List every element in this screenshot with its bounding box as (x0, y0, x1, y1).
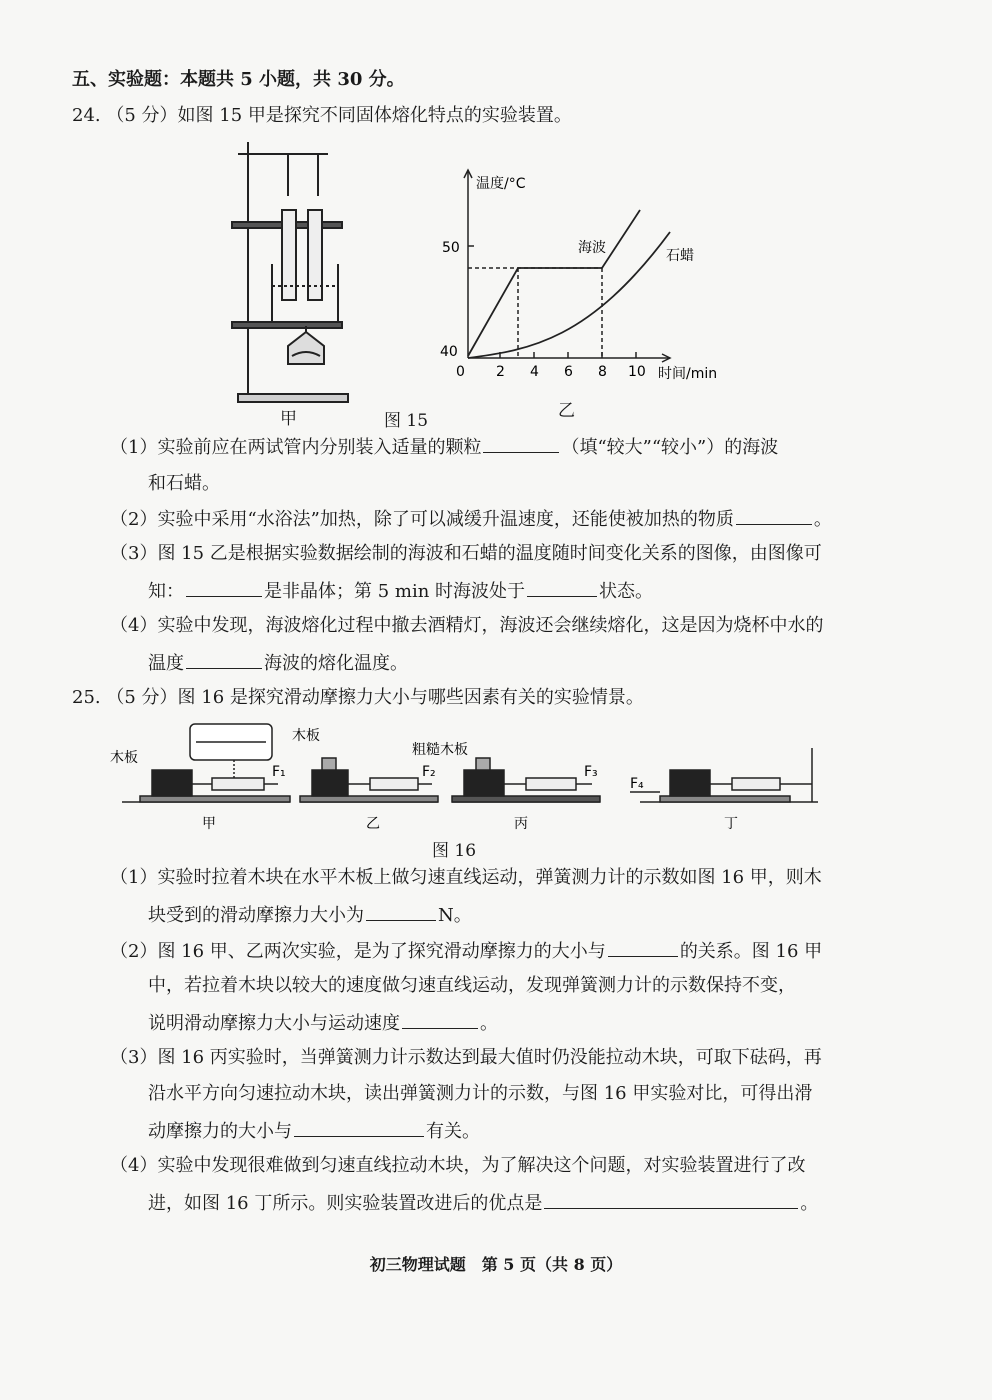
fig15-graph (430, 160, 750, 390)
q25-p3c: 动摩擦力的大小与 (148, 1121, 292, 1142)
graph-shila-label: 石蜡 (666, 248, 694, 264)
q24-p1-line1 (110, 434, 778, 460)
q24-p1-line2: 和石蜡。 (148, 473, 220, 494)
q24-p2a: （2）实验中采用“水浴法”加热，除了可以减缓升温速度，还能使被加热的物质 (110, 509, 734, 530)
q24-p3d: 状态。 (599, 581, 654, 602)
graph-xtick-0: 0 (456, 364, 465, 380)
fig16-f4: F₄ (630, 776, 644, 792)
fig15-apparatus (228, 136, 358, 406)
fig16-bing: 丙 (514, 816, 528, 830)
q24-p1-blank[interactable] (483, 434, 559, 453)
graph-y40: 40 (440, 344, 458, 360)
graph-xtick-8: 8 (598, 364, 607, 380)
fig16-f2: F₂ (422, 764, 436, 780)
fig16-ding: 丁 (724, 816, 738, 830)
q25-p2b: 的关系。图 16 甲 (679, 941, 823, 962)
q24-stem: 24. （5 分）如图 15 甲是探究不同固体熔化特点的实验装置。 (72, 105, 572, 126)
q25-p4-line2 (148, 1190, 818, 1216)
q25-p3d: 有关。 (426, 1121, 480, 1142)
fig15-caption: 图 15 (384, 411, 429, 431)
fig16-yi: 乙 (366, 816, 380, 830)
q24-p4c: 海波的熔化温度。 (264, 653, 408, 674)
q24-p4-line2 (148, 650, 408, 676)
fig16-caption: 图 16 (432, 841, 477, 861)
graph-y50: 50 (442, 240, 460, 256)
q24-p3c: 是非晶体；第 5 min 时海波处于 (264, 581, 526, 602)
q25-p3-line3 (148, 1118, 480, 1144)
q24-p4b: 温度 (148, 653, 184, 674)
q24-p2b: 。 (813, 509, 832, 530)
q25-p3-line2: 沿水平方向匀速拉动木块，读出弹簧测力计的示数，与图 16 甲实验对比，可得出滑 (148, 1083, 813, 1104)
q25-p4b: 进，如图 16 丁所示。则实验装置改进后的优点是 (148, 1193, 543, 1214)
fig16-label-muban1: 木板 (110, 750, 138, 766)
q25-p2-line1 (110, 938, 822, 964)
graph-xtick-2: 2 (496, 364, 505, 380)
q25-p2-blank1[interactable] (608, 938, 678, 957)
fig16-jia: 甲 (202, 816, 216, 830)
q24-p4-blank[interactable] (186, 650, 262, 669)
fig16-label-muban2: 木板 (292, 728, 320, 744)
graph-haibo-label: 海波 (578, 240, 606, 256)
q24-p3-blank2[interactable] (527, 578, 597, 597)
fig16-f3: F₃ (584, 764, 598, 780)
q25-p2-line3 (148, 1010, 498, 1036)
q25-p1-line1: （1）实验时拉着木块在水平木板上做匀速直线运动，弹簧测力计的示数如图 16 甲，则木 (110, 867, 822, 888)
q25-p4-blank[interactable] (544, 1190, 798, 1209)
q24-p1a: （1）实验前应在两试管内分别装入适量的颗粒 (110, 437, 482, 458)
graph-xlabel: 时间/min (658, 366, 718, 382)
graph-xtick-10: 10 (628, 364, 646, 380)
page-footer: 初三物理试题 第 5 页（共 8 页） (369, 1255, 623, 1274)
fig16-f1: F₁ (272, 764, 286, 780)
q25-p1c: N。 (438, 905, 472, 926)
q25-p2a: （2）图 16 甲、乙两次实验，是为了探究滑动摩擦力的大小与 (110, 941, 606, 962)
graph-ylabel: 温度/°C (476, 176, 526, 192)
fig15-yi-label: 乙 (558, 401, 575, 421)
q25-p1-blank[interactable] (366, 902, 436, 921)
q24-p3b: 知： (148, 581, 184, 602)
fig16-label-cucao: 粗糙木板 (412, 742, 468, 758)
q25-p3-blank[interactable] (294, 1118, 424, 1137)
q25-p2d: 说明滑动摩擦力大小与运动速度 (148, 1013, 400, 1034)
section-title: 五、实验题：本题共 5 小题，共 30 分。 (72, 69, 405, 90)
q24-p3-line1: （3）图 15 乙是根据实验数据绘制的海波和石蜡的温度随时间变化关系的图像，由图像可 (110, 543, 822, 564)
q24-p2 (110, 506, 832, 532)
q24-p2-blank[interactable] (736, 506, 812, 525)
q25-p3-line1: （3）图 16 丙实验时，当弹簧测力计示数达到最大值时仍没能拉动木块，可取下砝码，再 (110, 1047, 822, 1068)
q25-p2-blank2[interactable] (402, 1010, 478, 1029)
graph-xtick-6: 6 (564, 364, 573, 380)
q25-p4-line1: （4）实验中发现很难做到匀速直线拉动木块，为了解决这个问题，对实验装置进行了改 (110, 1155, 806, 1176)
q25-p2-line2: 中，若拉着木块以较大的速度做匀速直线运动，发现弹簧测力计的示数保持不变， (148, 975, 796, 996)
q25-p2e: 。 (480, 1013, 498, 1034)
q25-p4c: 。 (800, 1193, 819, 1214)
q25-p1-line2 (148, 902, 472, 928)
q24-p3-line2 (148, 578, 653, 604)
q24-p4-line1: （4）实验中发现，海波熔化过程中撤去酒精灯，海波还会继续熔化，这是因为烧杯中水的 (110, 615, 824, 636)
q25-p1b: 块受到的滑动摩擦力大小为 (148, 905, 364, 926)
graph-xtick-4: 4 (530, 364, 539, 380)
fig15-jia-label: 甲 (280, 409, 297, 429)
q24-p3-blank1[interactable] (186, 578, 262, 597)
fig16-friction-setups (100, 718, 840, 830)
q24-p1b: （填“较大”“较小”）的海波 (561, 437, 779, 458)
q25-stem: 25. （5 分）图 16 是探究滑动摩擦力大小与哪些因素有关的实验情景。 (72, 687, 644, 708)
